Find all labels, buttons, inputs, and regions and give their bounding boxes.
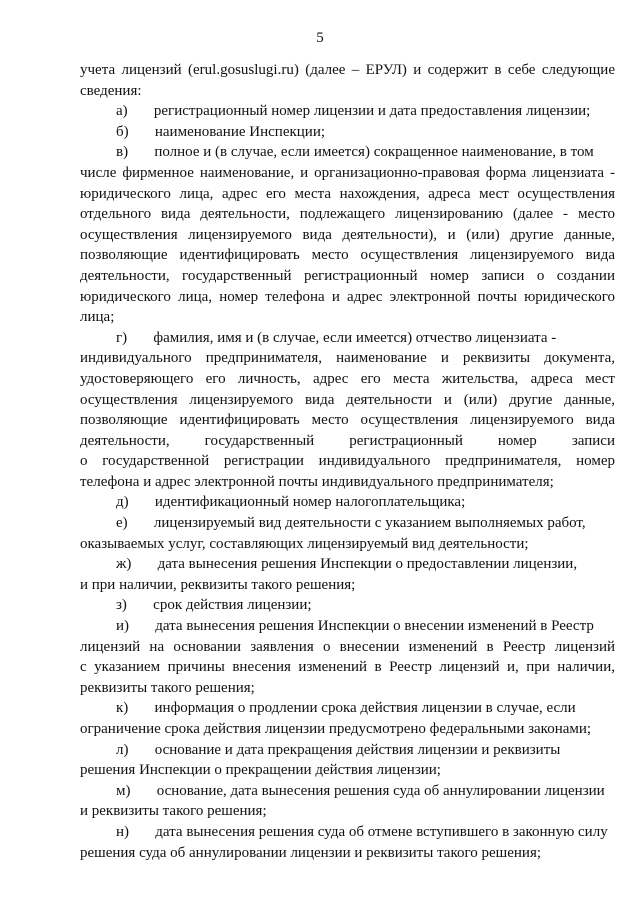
list-item-i: и) дата вынесения решения Инспекции о внесении изменений в Реестр: [116, 618, 594, 635]
text-line: отдельного вида деятельности, подлежащего лицензированию (далее - место: [80, 206, 615, 223]
text-line: удостоверяющего его личность, адрес его места жительства, адреса мест: [80, 370, 615, 387]
text-line: юридического лица, адрес его места нахождения, адреса мест осуществления: [80, 185, 615, 202]
text-line: деятельности, государственный регистрационный номер записи: [80, 432, 615, 449]
text-line: осуществления лицензируемого вида деятельности), и (или) другие данные,: [80, 226, 615, 243]
document-body: [80, 60, 615, 863]
list-item-d: д) идентификационный номер налогоплательщика;: [116, 494, 466, 511]
text-line: оказываемых услуг, составляющих лицензируемый вид деятельности;: [80, 535, 529, 552]
text-line: и реквизиты такого решения;: [80, 803, 267, 820]
list-item-m: м) основание, дата вынесения решения суда об аннулировании лицензии: [116, 782, 605, 799]
list-item-a: а) регистрационный номер лицензии и дата предоставления лицензии;: [116, 103, 591, 120]
text-line: решения Инспекции о прекращении действия лицензии;: [80, 762, 441, 779]
text-line: с указанием причины внесения изменений в Реестр лицензий и, при наличии,: [80, 659, 615, 676]
list-item-k: к) информация о продлении срока действия лицензии в случае, если: [116, 700, 576, 717]
list-item-g: г) фамилия, имя и (в случае, если имеется) отчество лицензиата -: [116, 329, 557, 346]
text-line: ограничение срока действия лицензии предусмотрено федеральными законами;: [80, 721, 592, 737]
text-line: телефона и адрес электронной почты индивидуального предпринимателя;: [80, 473, 554, 490]
text-line: решения суда об аннулировании лицензии и реквизиты такого решения;: [80, 844, 542, 861]
text-line: осуществления лицензируемого вида деятельности и (или) другие данные,: [80, 391, 615, 408]
list-item-l: л) основание и дата прекращения действия лицензии и реквизиты: [116, 741, 561, 758]
text-line: лицензий на основании заявления о внесении изменений в Реестр лицензий: [80, 638, 615, 655]
text-line: учета лицензий (erul.gosuslugi.ru) (далее – ЕРУЛ) и содержит в себе следующие: [80, 62, 615, 78]
list-item-z: з) срок действия лицензии;: [116, 597, 312, 614]
text-line: сведения:: [80, 82, 142, 99]
list-item-zh: ж) дата вынесения решения Инспекции о предоставлении лицензии,: [116, 556, 578, 573]
text-line: юридического лица, номер телефона и адрес электронной почты юридического: [80, 288, 615, 305]
text-line: лица;: [80, 309, 115, 326]
text-line: деятельности, государственный регистрационный номер записи о создании: [80, 267, 615, 284]
list-item-b: б) наименование Инспекции;: [116, 123, 326, 140]
text-line: реквизиты такого решения;: [80, 679, 255, 696]
text-line: о государственной регистрации индивидуального предпринимателя, номер: [80, 453, 615, 470]
text-line: позволяющие идентифицировать место осуществления лицензируемого вида: [80, 412, 615, 429]
text-line: индивидуального предпринимателя, наименование и реквизиты документа,: [80, 350, 615, 367]
list-item-v: в) полное и (в случае, если имеется) сокращенное наименование, в том: [116, 144, 594, 161]
list-item-e: е) лицензируемый вид деятельности с указанием выполняемых работ,: [116, 515, 586, 532]
text-line: и при наличии, реквизиты такого решения;: [80, 576, 356, 593]
text-line: позволяющие идентифицировать место осуществления лицензируемого вида: [80, 247, 615, 264]
page-number: 5: [316, 30, 324, 46]
list-item-n: н) дата вынесения решения суда об отмене вступившего в законную силу: [116, 823, 608, 840]
text-line: числе фирменное наименование, и организационно-правовая форма лицензиата -: [80, 164, 615, 181]
